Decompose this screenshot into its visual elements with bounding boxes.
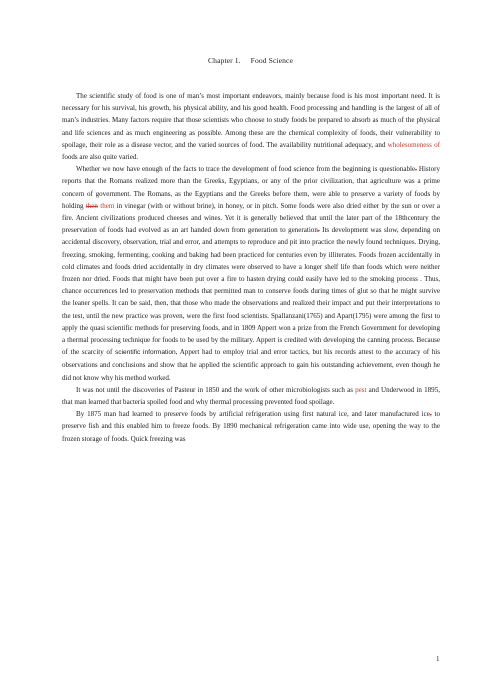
annotated-text: them xyxy=(100,201,115,210)
text-run: , Appert had to employ trial and error tactics, but his records attest to the accuracy of his observations and conclusions and show that he applied the scientific approach to gain his outstanding achievement, even though he did not know why his method worked. xyxy=(62,348,441,382)
paragraph xyxy=(62,408,440,445)
text-run: foods are also quite varied. xyxy=(62,153,139,162)
text-run: Whether we now have enough of the facts to trace the development of food science from the beginning is questionable xyxy=(76,165,416,174)
annotated-text: . xyxy=(415,165,417,174)
text-run: Its development was slow, depending on accidental discovery, observation, trial and error, and attempts to reproduce and pit into practice the newly found techniques. Drying, freezing, smoking, fermenting, cooking and baking had been practiced for centuries even by illiterates. Foods frozen accidentally in cold climates and foods dried accidentally in dry climates were observed to have a longer shelf life than foods which were neither frozen nor dried. Foods that might have been put over a fire to hasten drying could easily have led to the smoking process . Thus, chance occurrences led to preservation methods that permitted man to conserve foods during times of glut so that he might survive the leaner spells. It can be said, then, that those who made the observations and realized their impact and put their interpretations to the test, until the new practice was proven, were the first food scientists. Spallanzani(1765) and Apart(1795) were among the first to apply the quasi scientific methods for preserving foods, and in 1809 Appert won a prize from the French Government for developing a thermal processing technique for foods to be used by the military. Appert is credited with developing the canning process. Because of the scarcity of xyxy=(62,226,440,357)
text-run: History reports that the Romans realized more than the Greeks, Egyptians, or any of the prior civilization, that agriculture was a prime concern of government. The Romans, as the Egyptians and the Greeks before them, were able to preserve a variety of foods by holding xyxy=(62,165,440,210)
annotated-text: . xyxy=(317,226,320,235)
text-run: It was not until the discoveries of Pasteur in 1850 and the work of other microbiologists such as xyxy=(76,385,356,394)
annotated-text: , xyxy=(429,410,432,419)
text-run: The scientific study of food is one of man’s most important endeavors, mainly because food is his most important need. It is necessary for his survival, his growth, his physical ability, and his good health. Food processing and handling is the largest of all of man’s industries. Many factors require that those scientists who choose to study foods be prepared to absorb as much of the physical and life sciences and as much engineering as possible. Among these are the chemical complexity of foods, their vulnerability to spoilage, their role as a disease vector, and the varied sources of food. The availability nutritional adequacy, and xyxy=(62,92,440,149)
paragraph xyxy=(62,90,440,163)
annotated-text: pest xyxy=(355,385,367,394)
text-run: and Underwood in 1895, that man learned that bacteria spoiled food and why thermal processing prevented food spoilage. xyxy=(62,385,440,407)
annotated-text: then xyxy=(85,201,98,210)
annotated-text: scientific information xyxy=(115,349,176,357)
chapter-heading xyxy=(0,56,501,65)
text-run: to preserve fish and this enabled him to freeze foods. By 1890 mechanical refrigeration came into wide use, opening the way to the frozen storage of foods. Quick freezing was xyxy=(62,410,440,443)
chapter-number: Chapter 1. xyxy=(208,56,241,65)
body-text xyxy=(62,90,440,445)
paragraph xyxy=(62,384,440,408)
chapter-title: Food Science xyxy=(250,56,293,65)
text-run: By 1875 man had learned to preserve foods by artificial refrigeration using first natural ice, and later manufactured ice xyxy=(76,410,430,419)
page-number: 1 xyxy=(436,655,440,663)
paragraph xyxy=(62,163,440,384)
text-run: in vinegar (with or without brine), in honey, or in pitch. Some foods were also dried either by the sun or over a fire. Ancient civilizations produced cheeses and wines. Yet it is generally believed that until the later part of the 18thcentury the preservation of foods had evolved as an art handed down from generation to generation xyxy=(62,201,440,235)
annotated-text: wholesomeness of xyxy=(387,140,440,149)
